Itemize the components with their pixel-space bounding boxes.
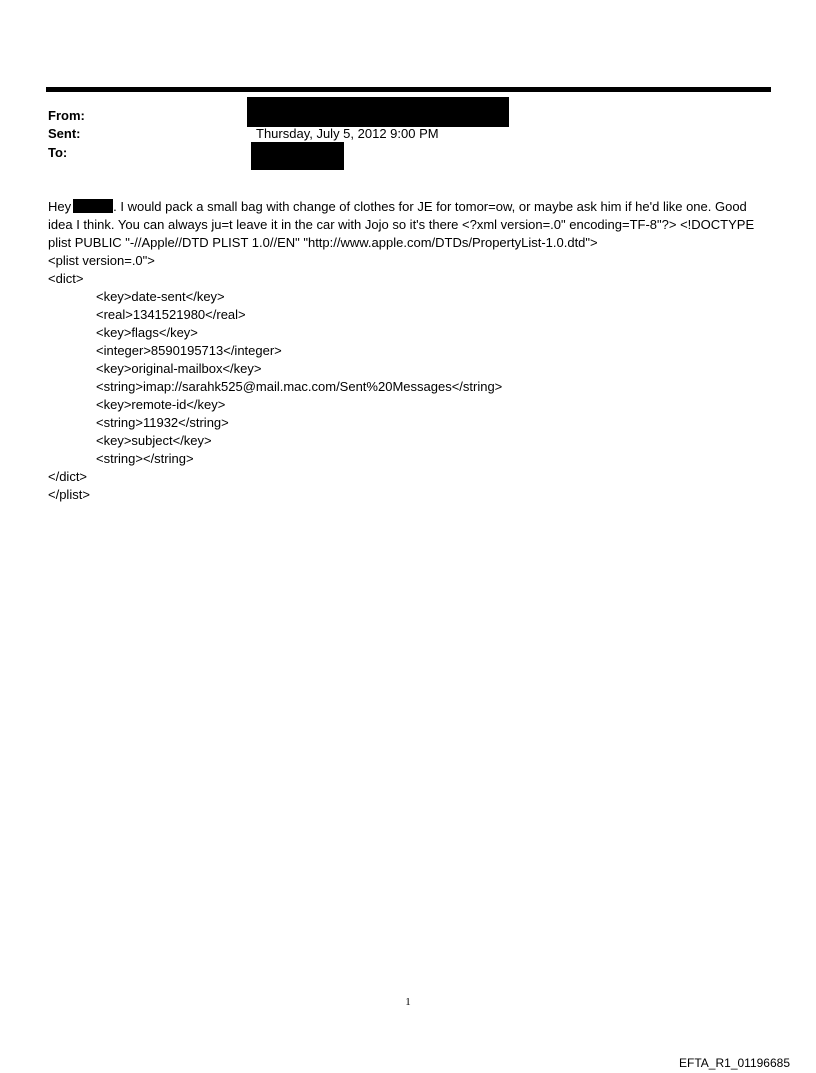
to-label: To: <box>48 145 68 160</box>
sent-value: Thursday, July 5, 2012 9:00 PM <box>256 126 439 141</box>
body-line <box>48 198 772 216</box>
dict-line: <key>original-mailbox</key> <box>96 361 262 376</box>
dict-line: <string>imap://sarahk525@mail.mac.com/Sent%20Messages</string> <box>96 379 503 394</box>
message-text: . I would pack a small bag with change of clothes for JE for tomor=ow, or maybe ask him if he'd like one. Good <box>113 199 747 214</box>
body-line: idea I think. You can always ju=t leave it in the car with Jojo so it's there <?xml version=.0" encoding=TF-8"?> <!DOCTYPE <box>48 217 755 232</box>
dict-line: <key>flags</key> <box>96 325 198 340</box>
from-redaction <box>247 97 509 127</box>
dict-line: <integer>8590195713</integer> <box>96 343 282 358</box>
dict-line: <key>subject</key> <box>96 433 212 448</box>
body-line: <plist version=.0"> <box>48 253 155 268</box>
greeting: Hey <box>48 199 72 214</box>
from-label: From: <box>48 108 85 123</box>
name-redaction <box>73 199 113 213</box>
sent-label: Sent: <box>48 126 81 141</box>
body-line: </dict> <box>48 469 88 484</box>
body-line: <dict> <box>48 271 84 286</box>
dict-line: <real>1341521980</real> <box>96 307 246 322</box>
dict-line: <key>remote-id</key> <box>96 397 226 412</box>
email-body <box>48 198 772 504</box>
dict-line: <key>date-sent</key> <box>96 289 225 304</box>
header-rule <box>46 87 771 92</box>
body-line: plist PUBLIC "-//Apple//DTD PLIST 1.0//EN" "http://www.apple.com/DTDs/PropertyList-1.0.dtd"> <box>48 235 598 250</box>
bates-number: EFTA_R1_01196685 <box>679 1056 790 1070</box>
to-redaction <box>251 142 344 170</box>
dict-line: <string></string> <box>96 451 194 466</box>
dict-line: <string>11932</string> <box>96 415 229 430</box>
body-line: </plist> <box>48 487 90 502</box>
page-number: 1 <box>405 996 411 1008</box>
